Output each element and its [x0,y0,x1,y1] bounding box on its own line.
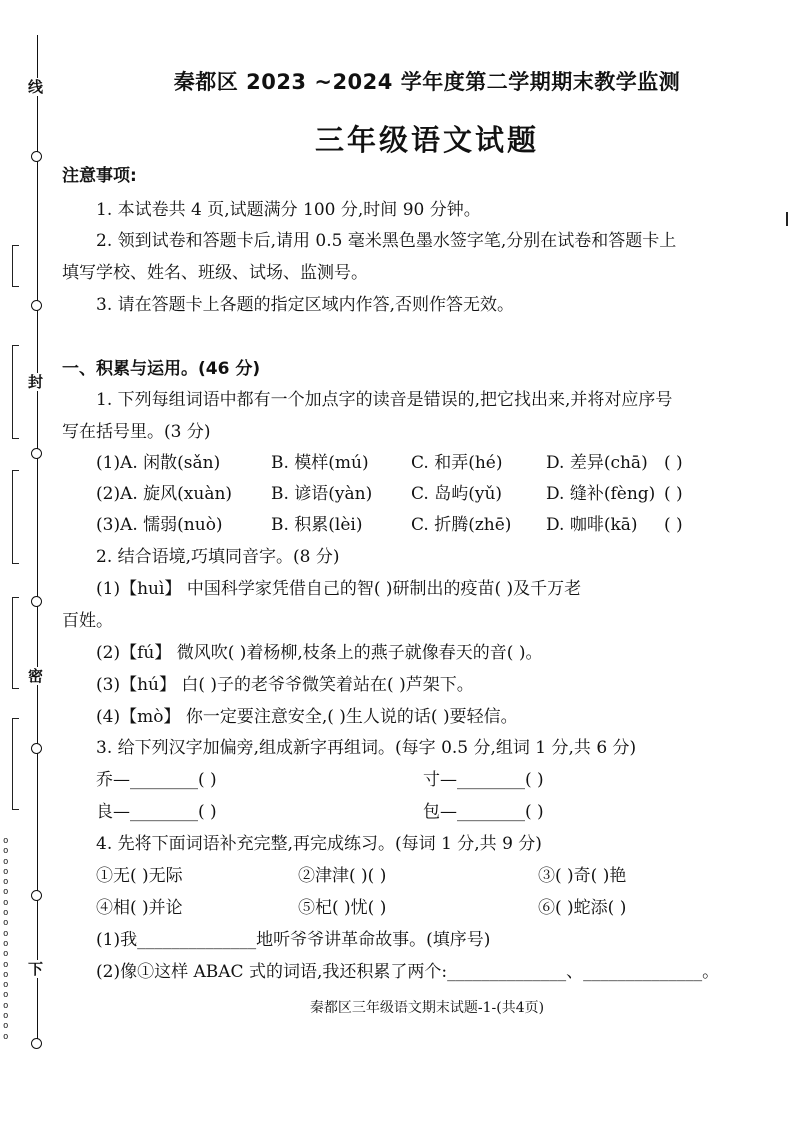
note-item: 3. 请在答题卡上各题的指定区域内作答,否则作答无效。 [96,295,515,315]
binding-hole [31,151,42,162]
binding-hole [31,743,42,754]
seal-char-xia: 下 [28,960,44,978]
q1-option-b: B. 积累(lèi) [271,515,363,535]
binding-hole [31,890,42,901]
q1-option-b: B. 谚语(yàn) [271,484,373,504]
q4-sub2[interactable]: (2)像①这样 ABAC 式的词语,我还积累了两个:______________、______________。 [96,962,720,982]
note-item: 填写学校、姓名、班级、试场、监测号。 [62,263,368,283]
q1-option-a: (3)A. 懦弱(nuò) [96,515,223,535]
q3-item[interactable]: 包—________( ) [423,802,544,822]
q1-answer-blank[interactable]: ( ) [664,515,683,535]
q3-stem: 3. 给下列汉字加偏旁,组成新字再组词。(每字 0.5 分,组词 1 分,共 6 分) [96,738,637,758]
q2-line[interactable]: (4)【mò】 你一定要注意安全,( )生人说的话( )要轻信。 [96,707,518,727]
binding-bracket [12,345,19,439]
q2-line[interactable]: (3)【hú】 白( )子的老爷爷微笑着站在( )芦架下。 [96,675,474,695]
exam-subtitle: 三年级语文试题 [314,123,539,157]
binding-hole [31,300,42,311]
binding-bracket [12,470,19,564]
page-footer: 秦都区三年级语文期末试题-1-(共4页) [309,1000,545,1016]
binding-bracket [12,718,19,810]
q1-answer-blank[interactable]: ( ) [664,453,683,473]
section-heading: 一、积累与运用。(46 分) [62,359,261,379]
q2-line: 百姓。 [62,611,113,631]
q1-stem-cont: 写在括号里。(3 分) [62,422,211,442]
q4-sub1[interactable]: (1)我______________地听爷爷讲革命故事。(填序号) [96,930,491,950]
binding-o-chain: oooooooooooooooooooo [3,836,9,1042]
edge-mark [786,212,788,226]
q4-word[interactable]: ③( )奇( )艳 [538,866,627,886]
q4-word[interactable]: ⑥( )蛇添( ) [538,898,627,918]
q3-item[interactable]: 良—________( ) [96,802,217,822]
seal-char-feng: 封 [28,373,44,391]
q1-option-c: C. 和弄(hé) [411,453,503,473]
binding-hole [31,448,42,459]
q1-option-c: C. 折腾(zhē) [411,515,512,535]
q3-item[interactable]: 寸—________( ) [423,770,544,790]
exam-title: 秦都区 2023 ~2024 学年度第二学期期末教学监测 [173,70,681,94]
q1-option-d: D. 差异(chā) [546,453,648,473]
binding-hole [31,1038,42,1049]
q2-line[interactable]: (2)【fú】 微风吹( )着杨柳,枝条上的燕子就像春天的音( )。 [96,643,543,663]
q4-word[interactable]: ④相( )并论 [96,898,183,918]
binding-margin [0,0,60,1123]
q1-option-a: (1)A. 闲散(sǎn) [96,453,221,473]
q4-word[interactable]: ①无( )无际 [96,866,183,886]
notes-heading: 注意事项: [62,166,137,186]
seal-char-mi: 密 [28,667,44,685]
binding-bracket [12,597,19,689]
q3-item[interactable]: 乔—________( ) [96,770,217,790]
binding-bracket [12,245,19,287]
seal-char-xian: 线 [28,78,44,96]
q4-word[interactable]: ②津津( )( ) [298,866,387,886]
note-item: 1. 本试卷共 4 页,试题满分 100 分,时间 90 分钟。 [96,200,481,220]
q1-option-c: C. 岛屿(yǔ) [411,484,503,504]
q1-option-a: (2)A. 旋风(xuàn) [96,484,233,504]
q4-stem: 4. 先将下面词语补充完整,再完成练习。(每词 1 分,共 9 分) [96,834,542,854]
q2-stem: 2. 结合语境,巧填同音字。(8 分) [96,547,340,567]
q1-answer-blank[interactable]: ( ) [664,484,683,504]
note-item: 2. 领到试卷和答题卡后,请用 0.5 毫米黑色墨水签字笔,分别在试卷和答题卡上 [96,231,677,251]
q1-option-d: D. 缝补(fèng) [546,484,656,504]
q2-line[interactable]: (1)【huì】 中国科学家凭借自己的智( )研制出的疫苗( )及千万老 [96,579,582,599]
q1-option-b: B. 模样(mú) [271,453,369,473]
q1-stem: 1. 下列每组词语中都有一个加点字的读音是错误的,把它找出来,并将对应序号 [96,390,673,410]
binding-hole [31,596,42,607]
q1-option-d: D. 咖啡(kā) [546,515,638,535]
q4-word[interactable]: ⑤杞( )忧( ) [298,898,387,918]
